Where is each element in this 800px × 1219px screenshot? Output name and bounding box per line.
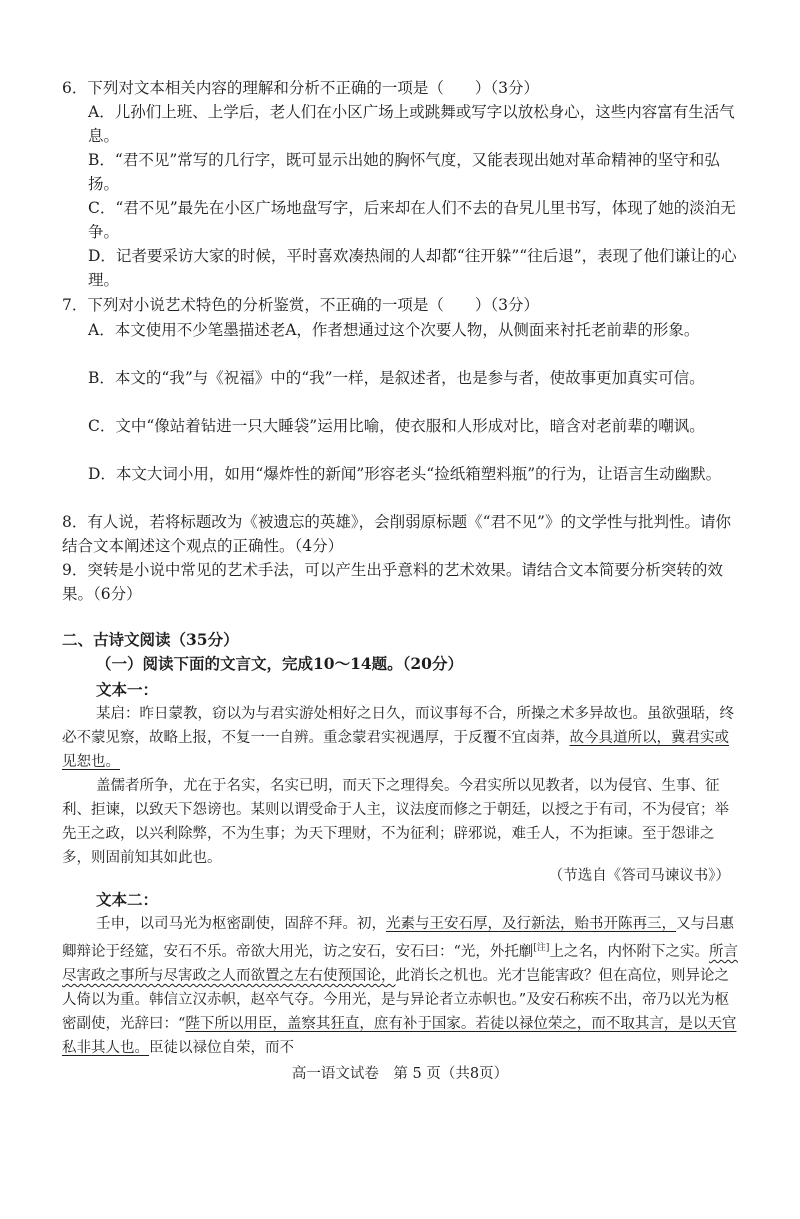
text-1-source: （节选自《答司马谏议书》）	[548, 868, 730, 884]
text-1-label: 文本一：	[96, 680, 159, 699]
text-2-part-d: 此消长之机也。光才岂能害政？但在高位，则异论之人倚以为重。韩信立汉赤帜，赵卒气夺。今用光，是与异论者立赤帜也。”及安石称疾不出，帝乃以光为枢密副使，光辞曰：“	[62, 967, 730, 1032]
text-1-paragraph-1	[62, 702, 742, 774]
wavy-underlined-sentence: 所言尽害政之事所与尽害政之人而欲置之左右使预国论，	[62, 943, 738, 984]
text-2-part-b: 又与吕惠卿辩论于经筵，安石不乐。帝欲大用光，访之安石，安石曰：“光，外托劘	[62, 916, 734, 960]
question-6-stem: 6．下列对文本相关内容的理解和分析不正确的一项是（ ）（3分）	[62, 79, 539, 97]
subsection-1-instruction: （一）阅读下面的文言文，完成10～14题。（20分）	[96, 654, 463, 673]
question-7-stem: 7．下列对小说艺术特色的分析鉴赏，不正确的一项是（ ）（3分）	[62, 296, 539, 314]
text-2-part-c: 上之名，内怀附下之实。	[549, 943, 709, 960]
question-6-option-b: B．“君不见”常写的几行字，既可显示出她的胸怀气度，又能表现出她对革命精神的坚守和弘扬。	[88, 151, 720, 193]
underlined-sentence-1: 故今具道所以，冀君实或见恕也。	[62, 730, 729, 770]
question-7-option-d: D．本文大词小用，如用“爆炸性的新闻”形容老头“捡纸箱塑料瓶”的行为，让语言生动幽默。	[88, 465, 722, 483]
underlined-sentence-4: 若徒以禄位荣之，而不取其言，是以天官私非其人也。	[62, 1015, 737, 1056]
text-2-label: 文本二：	[96, 890, 159, 909]
paragraph-1-text: 某启：昨日蒙教，窃以为与君实游处相好之日久，而议事每不合，所操之术多异故也。虽欲强聒，终必不蒙见察，故略上报，不复一一自辨。重念蒙君实视遇厚，于反覆不宜卤莽，	[62, 706, 734, 746]
text-2-part-e: 臣徒以禄位自荣，而不	[149, 1039, 294, 1056]
question-9: 9．突转是小说中常见的艺术手法，可以产生出乎意料的艺术效果。请结合文本简要分析突转的效果。（6分）	[62, 561, 723, 603]
text-2-paragraph	[62, 912, 742, 1060]
underlined-sentence-2: 光素与王安石厚，及行新法，贻书开陈再三，	[386, 916, 676, 932]
question-6-option-c: C．“君不见”最先在小区广场地盘写字，后来却在人们不去的旮旯儿里书写，体现了她的淡泊无争。	[88, 199, 736, 241]
question-7-option-a: A．本文使用不少笔墨描述老A，作者想通过这个次要人物，从侧面来衬托老前辈的形象。	[88, 321, 700, 339]
text-1-paragraph-2: 盖儒者所争，尤在于名实，名实已明，而天下之理得矣。今君实所以见教者，以为侵官、生事、征利、拒谏，以致天下怨谤也。某则以谓受命于人主，议法度而修之于朝廷，以授之于有司，不为侵官；举先王之政，以兴利除弊，不为生事；为天下理财，不为征利；辟邪说，难壬人，不为拒谏。至于怨诽之多，则固前知其如此也。	[62, 778, 729, 866]
question-6-option-a: A．儿孙们上班、上学后，老人们在小区广场上或跳舞或写字以放松身心，这些内容富有生活气息。	[88, 103, 735, 145]
footnote-marker: [注]	[533, 943, 550, 953]
underlined-sentence-3: 陛下所以用臣，盖察其狂直，庶有补于国家。	[185, 1015, 476, 1032]
text-2-part-a: 壬申，以司马光为枢密副使，固辞不拜。初，	[96, 916, 386, 932]
question-7-option-b: B．本文的“我”与《祝福》中的“我”一样，是叙述者，也是参与者，使故事更加真实可信。	[88, 369, 705, 387]
section-2-title: 二、古诗文阅读（35分）	[62, 630, 239, 649]
question-6-option-d: D．记者要采访大家的时候，平时喜欢凑热闹的人却都“往开躲”“往后退”，表现了他们谦让的心理。	[88, 247, 737, 289]
page-footer: 高一语文试卷 第 5 页（共8页）	[291, 1066, 509, 1082]
question-7-option-c: C．文中“像站着钻进一只大睡袋”运用比喻，使衣服和人形成对比，暗含对老前辈的嘲讽。	[88, 417, 705, 435]
question-8: 8．有人说，若将标题改为《被遗忘的英雄》，会削弱原标题《“君不见”》的文学性与批判性。请你结合文本阐述这个观点的正确性。（4分）	[62, 513, 731, 555]
